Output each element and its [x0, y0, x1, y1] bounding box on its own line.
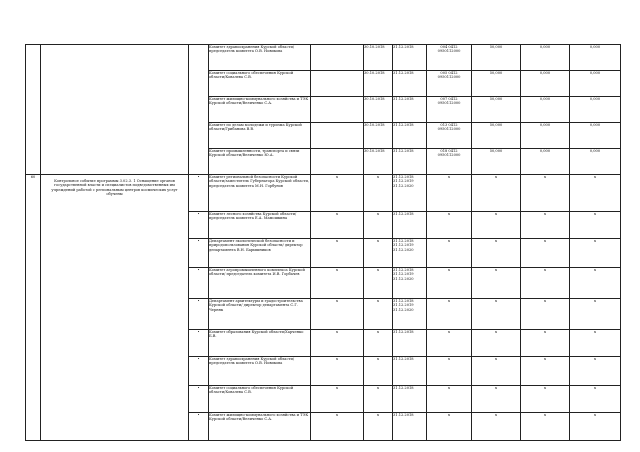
event-cell-empty — [41, 45, 189, 175]
x-mark-cell: x — [570, 386, 621, 413]
x-mark-cell: x — [364, 330, 393, 357]
bullet-marker: • — [189, 268, 209, 299]
start-date-cell: 30.10.2018 — [364, 149, 393, 175]
bullet-marker: • — [189, 299, 209, 330]
x-mark-cell: x — [570, 330, 621, 357]
amount-2018-cell: 50,000 — [472, 45, 521, 71]
end-dates-cell — [393, 175, 427, 212]
bullet-marker: • — [189, 212, 209, 239]
x-mark-cell: x — [311, 413, 364, 441]
x-mark-cell: x — [521, 299, 570, 330]
start-date-cell: 30.10.2018 — [364, 97, 393, 123]
executor-cell: Комитет региональной безопасности Курской области/заместитель Губернатора Курской области, председатель комитета М.Н. Горбунов — [209, 175, 311, 212]
end-dates-cell — [393, 268, 427, 299]
amount-2020-cell: 0,000 — [570, 123, 621, 149]
end-date-cell: 31.12.2018 — [393, 71, 427, 97]
amount-2018-cell: 50,000 — [472, 97, 521, 123]
bullet-marker: • — [189, 330, 209, 357]
end-date: 31.12.2018 — [393, 330, 414, 334]
bullet-marker: • — [189, 239, 209, 268]
blank-cell — [311, 71, 364, 97]
plan-table — [25, 44, 621, 441]
budget-code-line: 018 0412 — [440, 149, 458, 153]
x-mark-cell: x — [472, 299, 521, 330]
x-mark-cell: x — [364, 386, 393, 413]
amount-2018-cell: 50,000 — [472, 149, 521, 175]
amount-2019-cell: 0,000 — [521, 71, 570, 97]
executor-cell: Комитет по делам молодежи и туризма Курской области/Грибанова В.В. — [209, 123, 311, 149]
x-mark-cell: x — [364, 175, 393, 212]
amount-2020-cell: 0,000 — [570, 71, 621, 97]
end-dates-cell — [393, 386, 427, 413]
executor-cell: Департамент архитектуры и градостроительства Курской области/ директор департамента С.Г. Черняк — [209, 299, 311, 330]
executor-cell: Комитет здравоохранения Курской области/ председатель комитета О.В. Новикова — [209, 45, 311, 71]
x-mark-cell: x — [364, 268, 393, 299]
executor-cell: Комитет промышленности, транспорта и связи Курской области/Величенко Ю.А. — [209, 149, 311, 175]
bullet-marker: • — [189, 386, 209, 413]
blank-cell — [311, 45, 364, 71]
end-date-cell: 31.12.2018 — [393, 45, 427, 71]
amount-2020-cell: 0,000 — [570, 97, 621, 123]
amount-2020-cell: 0,000 — [570, 149, 621, 175]
end-date: 31.12.2018 — [393, 239, 414, 243]
blank-cell — [311, 97, 364, 123]
executor-cell: Комитет жилищно-коммунального хозяйства и ТЭК Курской области/Величенко С.А. — [209, 413, 311, 441]
executor-cell: Комитет социального обеспечения Курской области/Ковалева С.В. — [209, 386, 311, 413]
executor-cell: Комитет образования Курской области/Харченко Б.В. — [209, 330, 311, 357]
end-date-cell: 31.12.2018 — [393, 97, 427, 123]
x-mark-cell: x — [472, 386, 521, 413]
x-mark-cell: x — [427, 413, 472, 441]
start-date-cell: 30.10.2018 — [364, 123, 393, 149]
x-mark-cell: x — [427, 330, 472, 357]
end-dates-cell — [393, 357, 427, 386]
x-mark-cell: x — [570, 413, 621, 441]
control-event-text: Контрольное событие программы 3.02.3. 1 Оснащение органов государственной власти и специалистов подведомственных им учреждений работой с региональным центров космических услуг обучены — [51, 179, 178, 197]
end-date: 31.12.2018 — [393, 175, 414, 179]
budget-code-line: 004 0412 — [440, 45, 458, 49]
x-mark-cell: x — [472, 212, 521, 239]
x-mark-cell: x — [427, 357, 472, 386]
budget-code-line: 005 0412 — [440, 71, 458, 75]
budget-code-cell — [427, 45, 472, 71]
amount-2020-cell: 0,000 — [570, 45, 621, 71]
end-date: 31.12.2018 — [393, 357, 414, 361]
executor-cell: Комитет жилищно-коммунального хозяйства и ТЭК Курской области/Величенко С.А. — [209, 97, 311, 123]
amount-2018-cell: 50,000 — [472, 123, 521, 149]
x-mark-cell: x — [427, 212, 472, 239]
amount-2019-cell: 0,000 — [521, 149, 570, 175]
x-mark-cell: x — [472, 239, 521, 268]
x-mark-cell: x — [472, 175, 521, 212]
x-mark-cell: x — [427, 386, 472, 413]
x-mark-cell: x — [472, 357, 521, 386]
marker-cell-empty — [189, 45, 209, 175]
start-date-cell: 30.10.2018 — [364, 45, 393, 71]
budget-code-line: 0950112000 — [437, 127, 461, 132]
budget-code-line: 0950112000 — [437, 75, 461, 80]
budget-code-line: 0950112000 — [437, 49, 461, 54]
end-date: 31.12.2020 — [393, 276, 414, 281]
x-mark-cell: x — [311, 175, 364, 212]
end-dates-cell — [393, 239, 427, 268]
x-mark-cell: x — [570, 357, 621, 386]
x-mark-cell: x — [521, 212, 570, 239]
x-mark-cell: x — [311, 357, 364, 386]
end-date: 31.12.2019 — [393, 272, 414, 277]
executor-cell: Комитет социального обеспечения Курской области/Ковалева С.В. — [209, 71, 311, 97]
end-dates-cell — [393, 299, 427, 330]
x-mark-cell: x — [311, 299, 364, 330]
end-date-cell: 31.12.2018 — [393, 123, 427, 149]
x-mark-cell: x — [311, 239, 364, 268]
end-date: 31.12.2018 — [393, 413, 414, 417]
end-date: 31.12.2019 — [393, 179, 414, 184]
budget-code-line: 0950112000 — [437, 153, 461, 158]
executor-cell: Комитет здравоохранения Курской области/ председатель комитета О.В. Новикова — [209, 357, 311, 386]
x-mark-cell: x — [364, 413, 393, 441]
x-mark-cell: x — [364, 299, 393, 330]
table-body — [26, 45, 621, 441]
x-mark-cell: x — [521, 386, 570, 413]
end-date: 31.12.2020 — [393, 307, 414, 312]
end-date: 31.12.2018 — [393, 212, 414, 216]
x-mark-cell: x — [427, 299, 472, 330]
x-mark-cell: x — [311, 212, 364, 239]
end-dates-cell — [393, 212, 427, 239]
end-date: 31.12.2020 — [393, 247, 414, 252]
x-mark-cell: x — [472, 413, 521, 441]
table-row — [26, 175, 621, 212]
x-mark-cell: x — [570, 212, 621, 239]
x-mark-cell: x — [570, 299, 621, 330]
x-mark-cell: x — [521, 357, 570, 386]
budget-code-line: 007 0412 — [440, 97, 458, 101]
end-dates-cell — [393, 413, 427, 441]
x-mark-cell: x — [364, 357, 393, 386]
x-mark-cell: x — [311, 386, 364, 413]
budget-code-cell — [427, 149, 472, 175]
x-mark-cell: x — [521, 330, 570, 357]
blank-cell — [311, 123, 364, 149]
x-mark-cell: x — [427, 175, 472, 212]
table-row — [26, 45, 621, 71]
amount-2019-cell: 0,000 — [521, 123, 570, 149]
x-mark-cell: x — [521, 239, 570, 268]
budget-code-cell — [427, 97, 472, 123]
bullet-marker: • — [189, 357, 209, 386]
bullet-marker: • — [189, 175, 209, 212]
x-mark-cell: x — [570, 239, 621, 268]
executor-cell: Департамент экологической безопасности и природопользования Курской области/ директор департамента В.Н. Барышников — [209, 239, 311, 268]
end-date-cell: 31.12.2018 — [393, 149, 427, 175]
amount-2018-cell: 50,000 — [472, 71, 521, 97]
x-mark-cell: x — [427, 268, 472, 299]
end-date: 31.12.2019 — [393, 243, 414, 248]
end-date: 31.12.2020 — [393, 183, 414, 188]
control-event-cell — [41, 175, 189, 441]
x-mark-cell: x — [364, 239, 393, 268]
start-date-cell: 30.10.2018 — [364, 71, 393, 97]
amount-2019-cell: 0,000 — [521, 45, 570, 71]
row-number: 60 — [26, 175, 41, 441]
end-date: 31.12.2018 — [393, 299, 414, 303]
end-date: 31.12.2018 — [393, 386, 414, 390]
x-mark-cell: x — [311, 268, 364, 299]
end-date: 31.12.2018 — [393, 268, 414, 272]
x-mark-cell: x — [311, 330, 364, 357]
budget-code-line: 0950112000 — [437, 101, 461, 106]
x-mark-cell: x — [521, 175, 570, 212]
executor-cell: Комитет агропромышленного комплекса Курской области/ председатель комитета И.В. Горбачев — [209, 268, 311, 299]
x-mark-cell: x — [521, 268, 570, 299]
budget-code-line: 013 0412 — [440, 123, 458, 127]
x-mark-cell: x — [364, 212, 393, 239]
budget-code-cell — [427, 71, 472, 97]
end-date: 31.12.2019 — [393, 303, 414, 308]
executor-cell: Комитет лесного хозяйства Курской области/председатель комитета Е.А. Мамошкина — [209, 212, 311, 239]
bullet-marker: • — [189, 413, 209, 441]
x-mark-cell: x — [427, 239, 472, 268]
budget-code-cell — [427, 123, 472, 149]
row-number-cell — [26, 45, 41, 175]
x-mark-cell: x — [472, 330, 521, 357]
blank-cell — [311, 149, 364, 175]
x-mark-cell: x — [472, 268, 521, 299]
x-mark-cell: x — [570, 268, 621, 299]
x-mark-cell: x — [521, 413, 570, 441]
end-dates-cell — [393, 330, 427, 357]
x-mark-cell: x — [570, 175, 621, 212]
amount-2019-cell: 0,000 — [521, 97, 570, 123]
